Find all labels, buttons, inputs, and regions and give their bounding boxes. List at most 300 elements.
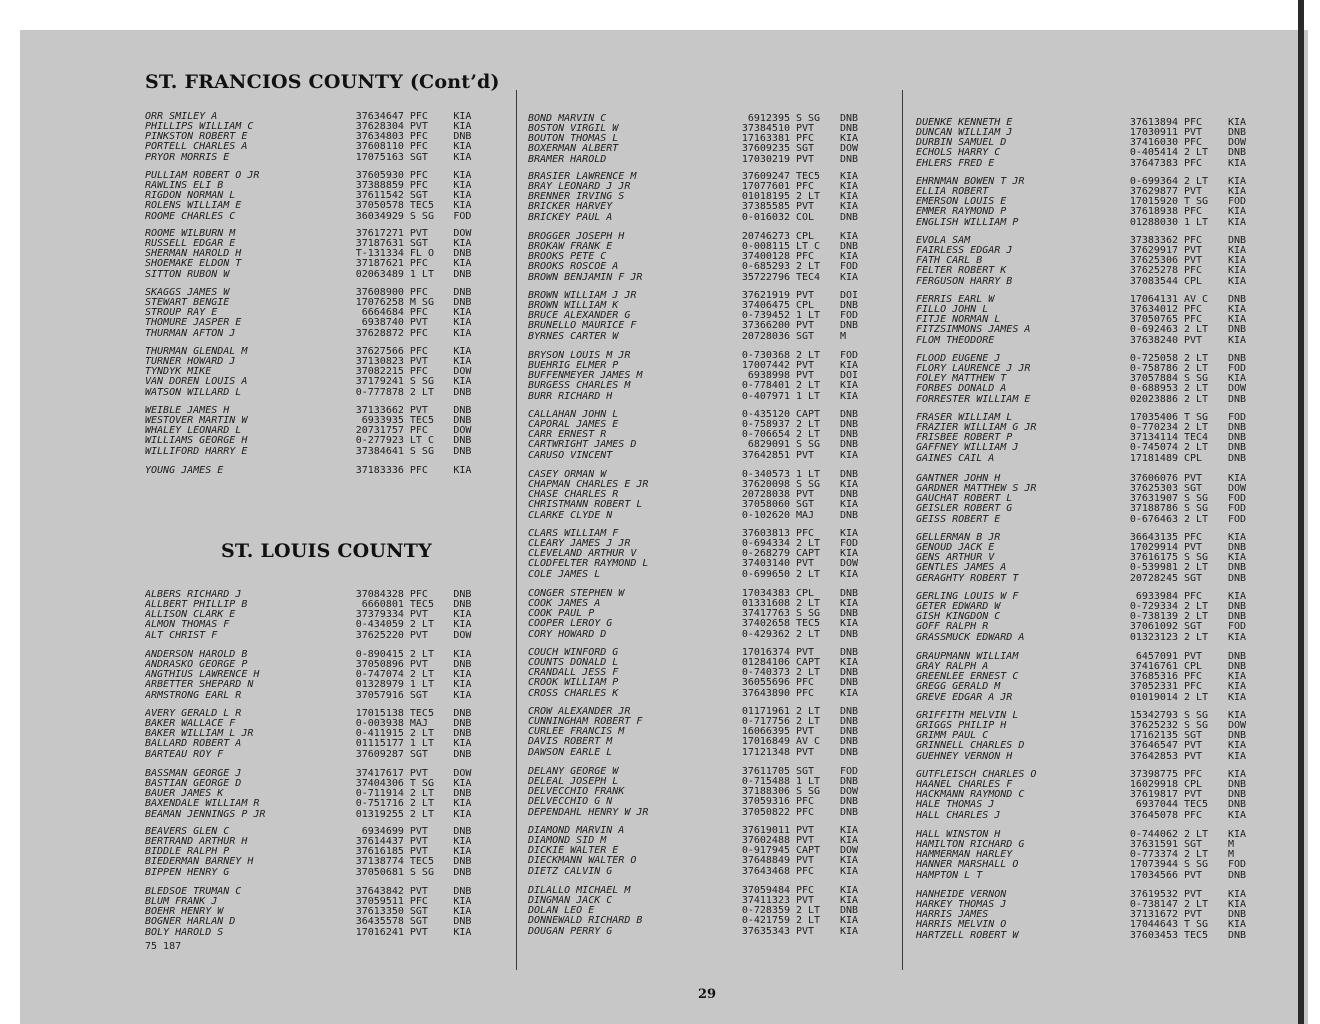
rank: PVT: [409, 769, 428, 779]
roster-entry: [916, 336, 1268, 346]
rank: T SG: [1184, 413, 1209, 423]
entry-name: CROSS CHARLES K: [528, 688, 619, 699]
status: KIA: [840, 836, 859, 847]
entry-name: FLORY LAURENCE J JR: [916, 364, 1031, 375]
entry-group: [916, 295, 1268, 346]
rank: TEC5: [409, 857, 434, 868]
roster-entry: [528, 410, 880, 420]
entry-name: GERLING LOUIS W F: [916, 592, 1019, 602]
service-number: 0-744062: [1129, 830, 1178, 840]
status: DOW: [840, 144, 859, 155]
status: KIA: [453, 181, 472, 192]
roster-entry: [528, 242, 880, 252]
status: KIA: [840, 500, 859, 511]
entry-name: ROOME CHARLES C: [145, 211, 236, 222]
entry-name: GENS ARTHUR V: [916, 553, 995, 564]
rank: PVT: [796, 926, 815, 937]
roster-entry: [528, 371, 880, 381]
status: DNB: [1228, 394, 1247, 405]
entry-name: DELVECCHIO G N: [528, 797, 613, 808]
rank: PVT: [796, 490, 815, 501]
service-number: 37403140: [741, 559, 790, 570]
service-number: 01171961: [741, 707, 790, 717]
service-number: 37138774: [355, 857, 404, 868]
service-number: 0-777878: [355, 387, 404, 398]
entry-name: BAXENDALE WILLIAM R: [145, 799, 260, 810]
rank: SGT: [796, 500, 815, 511]
entry-group: [528, 707, 880, 758]
status: DNB: [840, 212, 859, 223]
service-number: 01331608: [741, 599, 790, 610]
status: KIA: [840, 549, 859, 560]
roster-entry: [916, 860, 1268, 870]
entry-name: BROWN BENJAMIN F JR: [528, 272, 643, 283]
service-number: 37379334: [355, 610, 404, 621]
rank: 1 LT: [796, 777, 821, 788]
service-number: 37400128: [741, 252, 790, 263]
status: DNB: [1228, 433, 1247, 444]
service-number: 37059511: [355, 897, 404, 908]
service-number: 16029918: [1129, 780, 1178, 791]
entry-name: FRAZIER WILLIAM G JR: [916, 423, 1037, 434]
rank: 2 LT: [796, 569, 821, 580]
rank: PFC: [796, 182, 815, 193]
roster-entry: [916, 197, 1268, 207]
status: KIA: [453, 347, 472, 357]
status: DNB: [1228, 453, 1247, 464]
roster-entry: [916, 395, 1268, 405]
entry-name: DOLAN LEO E: [528, 906, 595, 917]
entry-name: GARDNER MATTHEW S JR: [916, 484, 1037, 495]
service-number: 0-539981: [1129, 563, 1178, 574]
status: DNB: [840, 777, 859, 788]
roster-entry: [916, 770, 1268, 780]
rank: PVT: [796, 856, 815, 867]
rank: AV C: [1184, 295, 1209, 305]
entry-name: BRYSON LOUIS M JR: [528, 351, 631, 361]
rank: PVT: [1184, 335, 1203, 346]
rank: CPL: [1184, 453, 1203, 464]
entry-name: COOPER LEROY G: [528, 619, 613, 630]
status: DNB: [840, 906, 859, 917]
rank: MAJ: [409, 719, 428, 730]
roster-entry: [916, 602, 1268, 612]
roster-entry: [528, 927, 880, 937]
rank: SGT: [1184, 731, 1203, 742]
rank: S SG: [1184, 860, 1209, 871]
status: DNB: [453, 600, 472, 611]
entry-name: HALL WINSTON H: [916, 830, 1001, 840]
rank: S SG: [409, 867, 434, 878]
roster-entry: [916, 484, 1268, 494]
service-number: 17044643: [1129, 920, 1178, 931]
roster-entry: [528, 767, 880, 777]
status: DNB: [1228, 870, 1247, 881]
roster-entry: [916, 563, 1268, 573]
status: DNB: [840, 470, 859, 480]
entry-name: BURR RICHARD H: [528, 391, 613, 402]
roster-entry: [528, 737, 880, 747]
rank: SGT: [409, 907, 428, 918]
status: M: [1228, 840, 1235, 851]
rank: PVT: [1184, 870, 1203, 881]
service-number: 37608900: [355, 288, 404, 298]
status: DNB: [1228, 295, 1247, 305]
entry-name: FITJE NORMAN L: [916, 315, 1001, 326]
rank: S SG: [1184, 721, 1209, 732]
rank: S SG: [796, 114, 821, 124]
service-number: 37605930: [355, 171, 404, 181]
service-number: 20728038: [741, 490, 790, 501]
service-number: 0-758786: [1129, 364, 1178, 375]
service-number: 37130823: [355, 357, 404, 368]
service-number: 0-717756: [741, 717, 790, 728]
entry-name: HANNER MARSHALL O: [916, 860, 1019, 871]
rank: PVT: [796, 648, 815, 658]
entry-name: BASSMAN GEORGE J: [145, 769, 242, 779]
status: KIA: [1228, 592, 1247, 602]
service-number: 0-747074: [355, 670, 404, 681]
roster-entry: [916, 811, 1268, 821]
service-number: 37059316: [741, 797, 790, 808]
rank: PFC: [796, 678, 815, 689]
status: KIA: [1228, 305, 1247, 316]
service-number: 37643890: [741, 688, 790, 699]
entry-name: FERRIS EARL W: [916, 295, 995, 305]
status: KIA: [1228, 158, 1247, 169]
service-number: 37643468: [741, 866, 790, 877]
service-number: 0-102620: [741, 510, 790, 521]
rank: PFC: [1184, 810, 1203, 821]
roster-entry: [145, 928, 485, 938]
rank: 2 LT: [1184, 900, 1209, 911]
entry-name: HARTZELL ROBERT W: [916, 930, 1019, 941]
entry-name: FITZSIMMONS JAMES A: [916, 325, 1031, 336]
status: KIA: [840, 172, 859, 182]
status: DOW: [453, 630, 472, 641]
status: DOW: [453, 367, 472, 378]
status: KIA: [453, 680, 472, 691]
entry-group: [528, 232, 880, 283]
entry-name: AVERY GERALD L R: [145, 709, 242, 719]
service-number: 37629877: [1129, 187, 1178, 198]
status: KIA: [453, 620, 472, 631]
rank: 2 LT: [796, 539, 821, 550]
roster-entry: [528, 916, 880, 926]
service-number: 01328979: [355, 680, 404, 691]
rank: 2 LT: [1184, 830, 1209, 840]
entry-name: BRUNELLO MAURICE F: [528, 321, 637, 332]
status: DNB: [840, 124, 859, 135]
entry-name: BUEHRIG ELMER P: [528, 361, 619, 372]
status: KIA: [453, 122, 472, 133]
entry-name: CURLEE FRANCIS M: [528, 727, 625, 738]
rank: PFC: [409, 142, 428, 153]
rank: 2 LT: [1184, 443, 1209, 454]
status: KIA: [1228, 553, 1247, 564]
status: KIA: [1228, 533, 1247, 543]
rank: S SG: [796, 609, 821, 620]
service-number: 37643842: [355, 887, 404, 897]
status: DNB: [453, 387, 472, 398]
entry-name: PORTELL CHARLES A: [145, 142, 248, 153]
status: KIA: [453, 142, 472, 153]
entry-name: HALL CHARLES J: [916, 810, 1001, 821]
service-number: 17030219: [741, 154, 790, 165]
service-number: 37188306: [741, 787, 790, 798]
rank: PFC: [1184, 682, 1203, 693]
roster-entry: [528, 311, 880, 321]
roster-entry: [145, 827, 485, 837]
entry-group: [916, 354, 1268, 405]
entry-name: FLOM THEODORE: [916, 335, 995, 346]
service-number: 0-688953: [1129, 384, 1178, 395]
entry-name: BRENNER IRVING S: [528, 192, 625, 203]
roster-entry: [145, 660, 485, 670]
status: KIA: [453, 670, 472, 681]
status: DNB: [840, 797, 859, 808]
rank: PFC: [409, 259, 428, 270]
rank: PFC: [409, 288, 428, 298]
rank: PVT: [796, 124, 815, 135]
service-number: 37631907: [1129, 494, 1178, 505]
entry-name: BYRNES CARTER W: [528, 331, 619, 342]
service-number: 0-429362: [741, 629, 790, 640]
entry-name: STROUP RAY E: [145, 308, 218, 319]
entry-name: BAKER WILLIAM L JR: [145, 729, 254, 740]
status: DNB: [453, 249, 472, 260]
roster-entry: [528, 430, 880, 440]
rank: S SG: [1184, 553, 1209, 564]
entry-name: DOUGAN PERRY G: [528, 926, 613, 937]
status: KIA: [453, 318, 472, 329]
roster-entry: [528, 291, 880, 301]
entry-name: WATSON WILLARD L: [145, 387, 242, 398]
service-number: 37619532: [1129, 890, 1178, 900]
roster-entry: [916, 118, 1268, 128]
rank: PVT: [1184, 751, 1203, 762]
entry-name: THOMURE JASPER E: [145, 318, 242, 329]
roster-entry: [916, 662, 1268, 672]
rank: PVT: [1184, 790, 1203, 801]
service-number: 37625306: [1129, 256, 1178, 267]
roster-entry: [916, 920, 1268, 930]
entry-name: GAFFNEY WILLIAM J: [916, 443, 1019, 454]
roster-entry: [528, 589, 880, 599]
status: DNB: [840, 321, 859, 332]
entry-name: FRISBEE ROBERT P: [916, 433, 1013, 444]
entry-name: DAWSON EARLE L: [528, 747, 613, 758]
roster-entry: [145, 112, 485, 122]
rank: PFC: [796, 134, 815, 145]
roster-entry: [528, 192, 880, 202]
status: FOD: [1228, 364, 1247, 375]
roster-entry: [528, 689, 880, 699]
rank: PVT: [409, 229, 428, 239]
roster-entry: [145, 789, 485, 799]
roster-entry: [916, 612, 1268, 622]
status: KIA: [453, 377, 472, 388]
service-number: 6457091: [1135, 652, 1178, 662]
entry-name: BEAMAN JENNINGS P JR: [145, 809, 266, 820]
rank: PVT: [1184, 187, 1203, 198]
entry-name: GERAGHTY ROBERT T: [916, 573, 1019, 584]
entry-name: WHALEY LEONARD L: [145, 426, 242, 437]
service-number: 0-730368: [741, 351, 790, 361]
service-number: 17162135: [1129, 731, 1178, 742]
roster-entry: [145, 201, 485, 211]
roster-entry: [528, 570, 880, 580]
rank: CAPT: [796, 846, 821, 857]
roster-entry: [145, 650, 485, 660]
rank: 2 LT: [1184, 563, 1209, 574]
rank: PVT: [796, 747, 815, 758]
rank: 2 LT: [796, 381, 821, 392]
entry-name: TURNER HOWARD J: [145, 357, 236, 368]
rank: 2 LT: [796, 629, 821, 640]
roster-entry: [145, 719, 485, 729]
rank: PFC: [1184, 533, 1203, 543]
entry-name: GRIMM PAUL C: [916, 731, 989, 742]
status: DNB: [453, 298, 472, 309]
entry-group: [145, 709, 485, 760]
status: DNB: [453, 857, 472, 868]
entry-group: [916, 711, 1268, 762]
rank: PVT: [1184, 246, 1203, 257]
rank: 2 LT: [796, 262, 821, 273]
entry-group: [916, 770, 1268, 821]
service-number: 0-740373: [741, 668, 790, 679]
entry-name: FELTER ROBERT K: [916, 266, 1007, 277]
status: KIA: [1228, 711, 1247, 721]
service-number: 0-739452: [741, 311, 790, 322]
service-number: 17016241: [355, 927, 404, 938]
roster-entry: [145, 709, 485, 719]
service-number: 37608110: [355, 142, 404, 153]
entry-name: FAIRLESS EDGAR J: [916, 246, 1013, 257]
status: KIA: [453, 191, 472, 202]
service-number: 17015920: [1129, 197, 1178, 208]
service-number: 37398775: [1129, 770, 1178, 780]
status: DNB: [453, 660, 472, 671]
entry-name: EVOLA SAM: [916, 236, 971, 246]
roster-entry: [528, 332, 880, 342]
entry-name: CLEARY JAMES J JR: [528, 539, 631, 550]
status: KIA: [840, 886, 859, 896]
roster-entry: [916, 543, 1268, 553]
service-number: 16066395: [741, 727, 790, 738]
entry-group: [528, 886, 880, 937]
entry-name: HAMMERMAN HARLEY: [916, 850, 1013, 861]
entry-name: WESTOVER MARTIN W: [145, 416, 248, 427]
rank: PFC: [409, 426, 428, 437]
service-number: 6934699: [361, 827, 404, 837]
roster-entry: [145, 329, 485, 339]
entry-name: HACKMANN RAYMOND C: [916, 790, 1025, 801]
service-number: 0-773374: [1129, 850, 1178, 861]
status: KIA: [1228, 335, 1247, 346]
service-number: 0-411915: [355, 729, 404, 740]
service-number: 01319255: [355, 809, 404, 820]
entry-name: CHRISTMANN ROBERT L: [528, 500, 643, 511]
entry-name: GAUCHAT ROBERT L: [916, 494, 1013, 505]
roster-entry: [145, 631, 485, 641]
rank: PFC: [1184, 305, 1203, 316]
entry-name: GRAUPMANN WILLIAM: [916, 652, 1019, 662]
entry-name: CARTWRIGHT JAMES D: [528, 440, 637, 451]
status: KIA: [1228, 374, 1247, 385]
status: KIA: [453, 610, 472, 621]
service-number: 37366200: [741, 321, 790, 332]
status: KIA: [1228, 315, 1247, 326]
entry-group: [916, 413, 1268, 464]
status: DNB: [453, 132, 472, 143]
service-number: 37634647: [355, 112, 404, 122]
service-number: 37385585: [741, 202, 790, 213]
entry-group: [145, 406, 485, 457]
roster-entry: [528, 896, 880, 906]
roster-entry: [916, 159, 1268, 169]
status: FOD: [1228, 504, 1247, 515]
rank: 2 LT: [796, 192, 821, 203]
rank: 2 LT: [1184, 632, 1209, 643]
entry-name: DIETZ CALVIN G: [528, 866, 613, 877]
rank: TEC5: [409, 201, 434, 212]
roster-entry: [916, 246, 1268, 256]
roster-entry: [528, 351, 880, 361]
roster-entry: [145, 181, 485, 191]
rank: 2 LT: [1184, 612, 1209, 623]
entry-name: DELVECCHIO FRANK: [528, 787, 625, 798]
roster-entry: [528, 420, 880, 430]
entry-name: HALE THOMAS J: [916, 800, 995, 811]
status: KIA: [1228, 246, 1247, 257]
roster-entry: [145, 270, 485, 280]
entry-name: COUCH WINFORD G: [528, 648, 619, 658]
status: FOD: [1228, 197, 1247, 208]
status: DOI: [840, 291, 859, 301]
roster-entry: [916, 504, 1268, 514]
status: KIA: [453, 328, 472, 339]
status: KIA: [1228, 207, 1247, 218]
rank: PFC: [1184, 266, 1203, 277]
rank: PVT: [796, 321, 815, 332]
status: DNB: [1228, 423, 1247, 434]
service-number: 0-699650: [741, 569, 790, 580]
status: KIA: [453, 927, 472, 938]
entry-group: [145, 827, 485, 878]
service-number: 37634803: [355, 132, 404, 143]
entry-group: [528, 767, 880, 818]
entry-name: EHLERS FRED E: [916, 158, 995, 169]
entry-name: SKAGGS JAMES W: [145, 288, 230, 298]
rank: PVT: [409, 837, 428, 848]
status: DNB: [453, 827, 472, 837]
service-number: 0-770234: [1129, 423, 1178, 434]
entry-group: [916, 830, 1268, 881]
entry-group: [916, 236, 1268, 287]
rank: TEC5: [409, 600, 434, 611]
roster-entry: [916, 515, 1268, 525]
roster-entry: [145, 799, 485, 809]
rank: PVT: [1184, 543, 1203, 554]
roster-entry: [145, 318, 485, 328]
rank: PFC: [796, 866, 815, 877]
status: KIA: [453, 112, 472, 122]
service-number: 37402658: [741, 619, 790, 630]
status: DOW: [453, 769, 472, 779]
entry-group: [528, 648, 880, 699]
